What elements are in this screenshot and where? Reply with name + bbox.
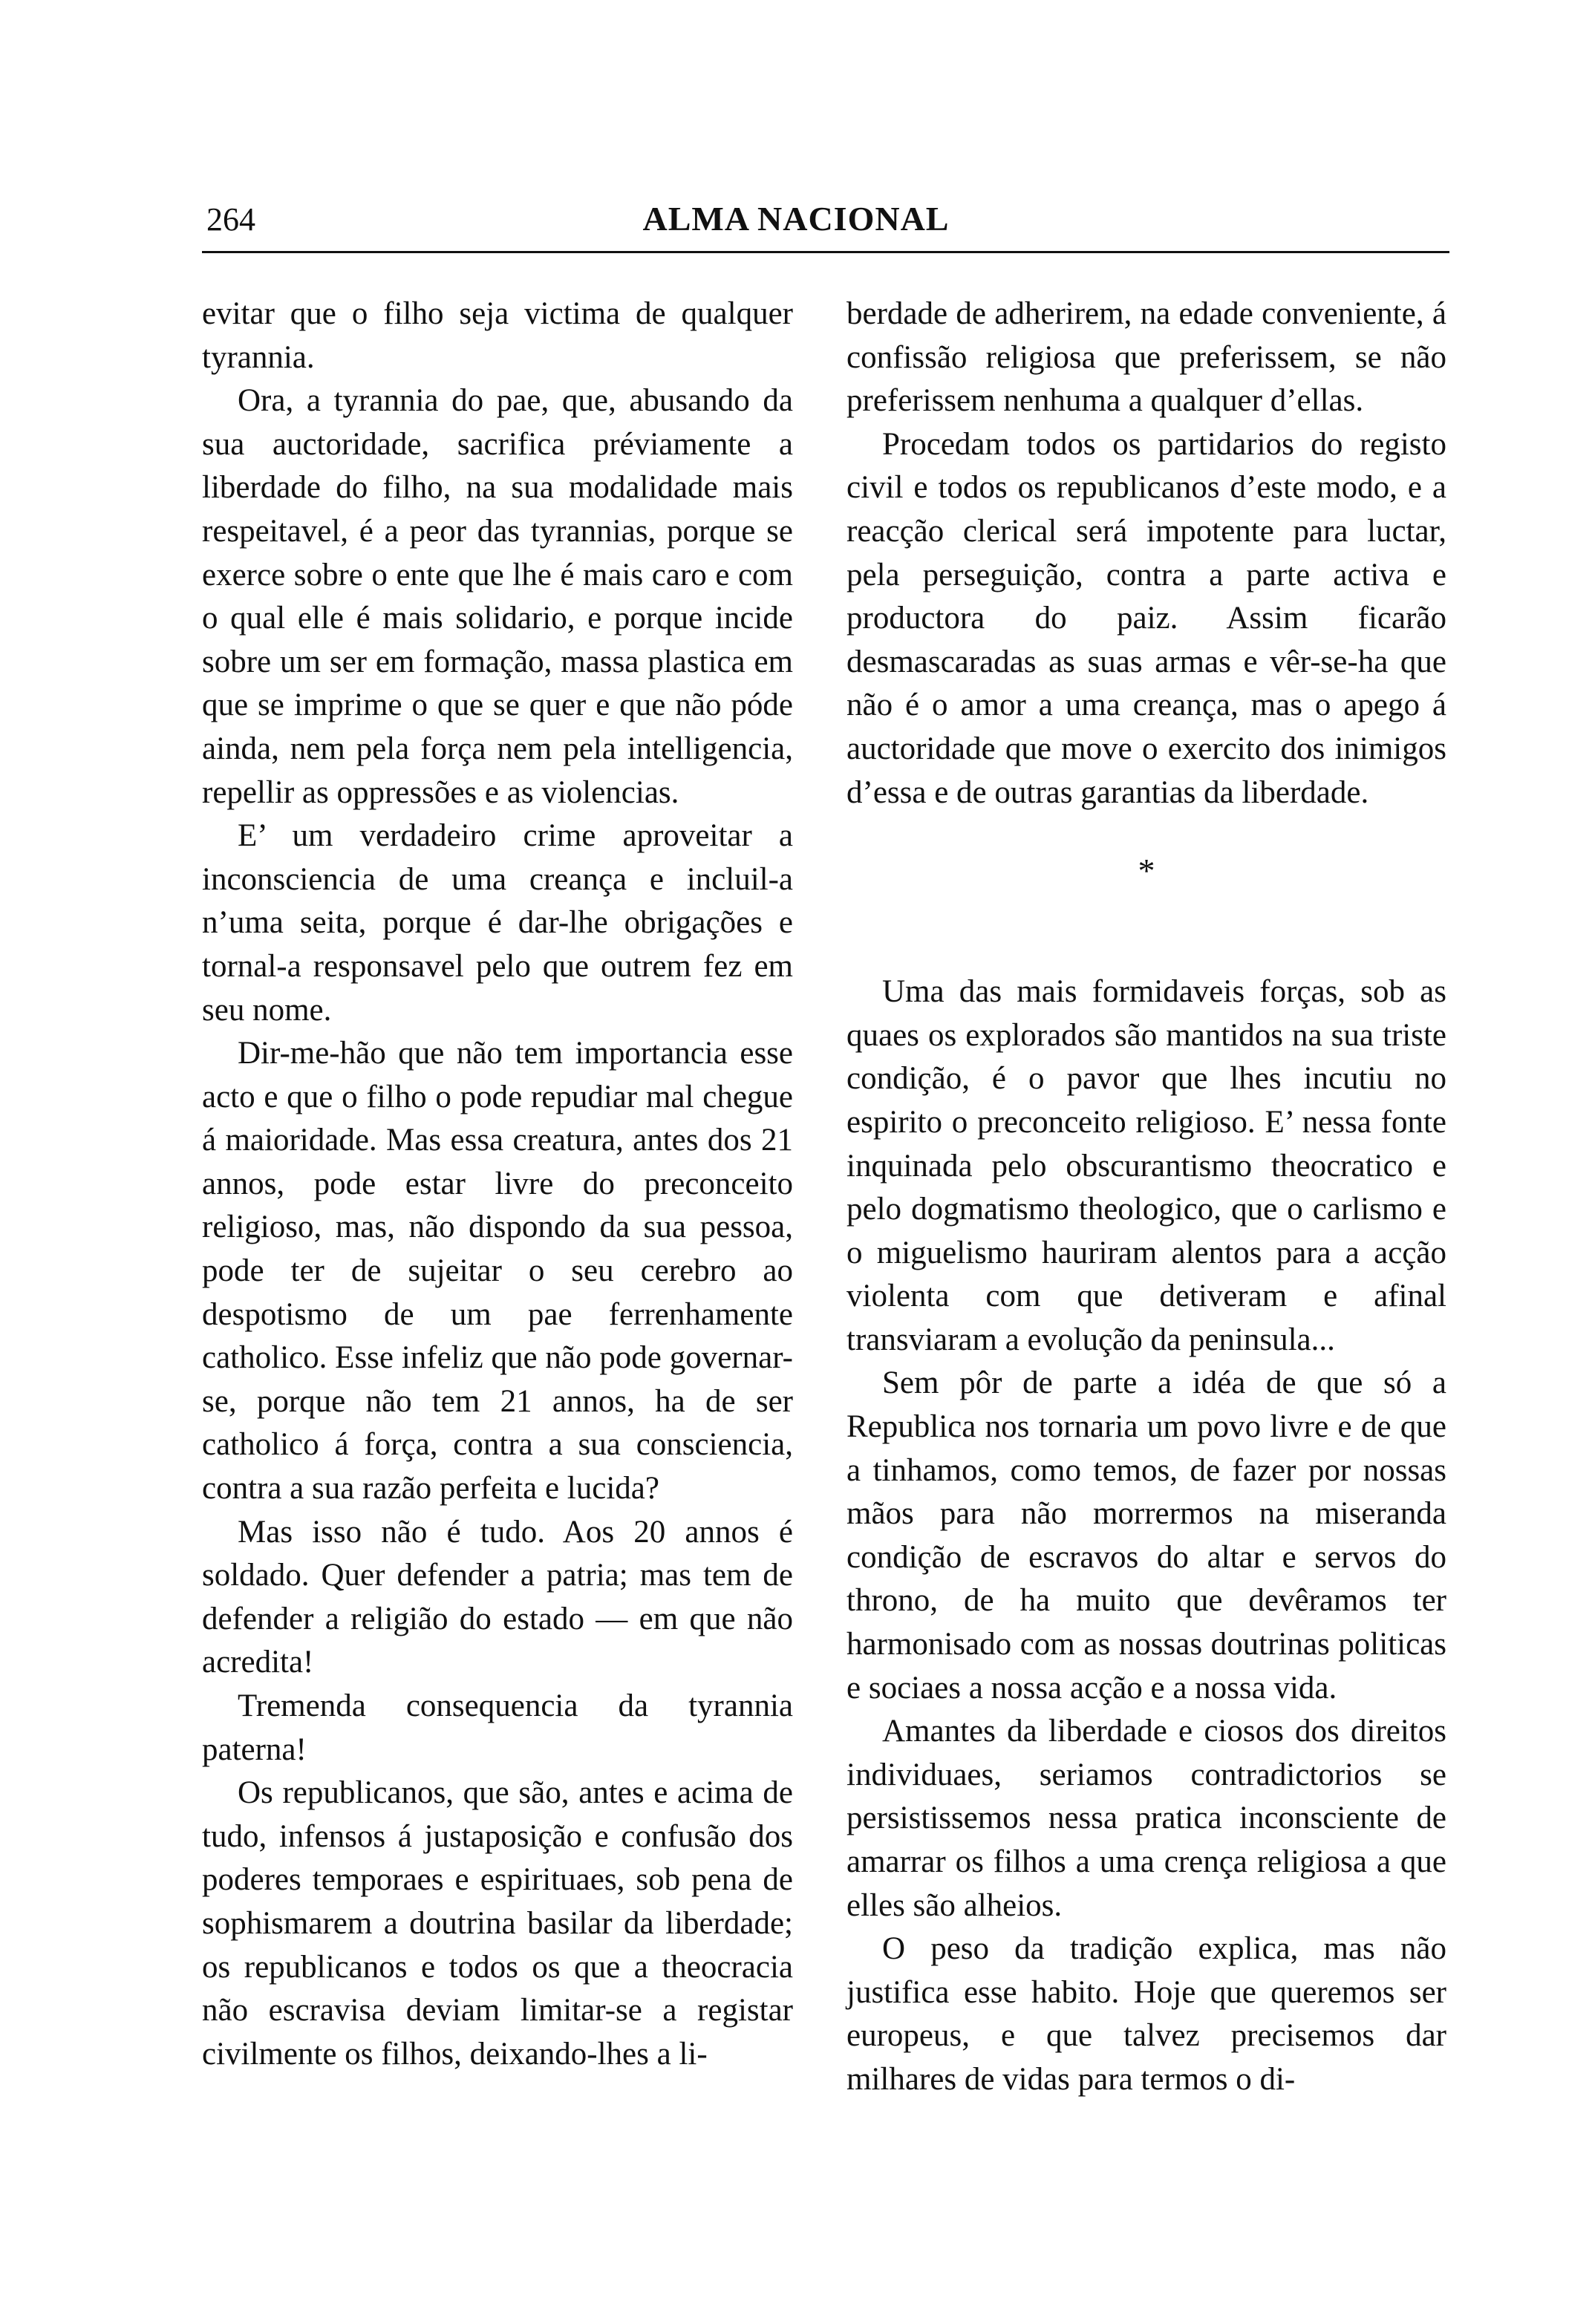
paragraph: berdade de adherirem, na edade conveniente, á confissão religiosa que preferissem, se não preferissem nenhuma a qualquer d’ellas. — [846, 296, 1446, 419]
running-title: ALMA NACIONAL — [642, 200, 950, 238]
paragraph: Amantes da liberdade e ciosos dos direitos individuaes, seriamos contradictorios se persistissemos nessa pratica inconsciente de amarrar os filhos a uma crença religiosa a que elles são alheios. — [846, 1714, 1446, 1923]
paragraph: Mas isso não é tudo. Aos 20 annos é soldado. Quer defender a patria; mas tem de defender a religião do estado — em que não acredita! — [202, 1514, 793, 1680]
section-separator: * — [1138, 852, 1155, 890]
page-number: 264 — [206, 201, 255, 238]
header-rule — [202, 251, 1449, 253]
paragraph: Sem pôr de parte a idéa de que só a Republica nos tornaria um povo livre e de que a tinhamos, como temos, de fazer por nossas mãos para não morrermos na miseranda condição de escravos do altar e servos do throno, de ha muito que devêramos ter harmonisado com as nossas doutrinas politicas e sociaes a nossa acção e a nossa vida. — [846, 1365, 1446, 1706]
right-column — [846, 293, 1446, 2102]
paragraph: Dir-me-hão que não tem importancia esse acto e que o filho o pode repudiar mal chegue á maioridade. Mas essa creatura, antes dos 21 annos, pode estar livre do preconceito religioso, mas, não dispondo da sua pessoa, pode ter de sujeitar o seu cerebro ao despotismo de um pae ferrenhamente catholico. Esse infeliz que não pode governar-se, porque não tem 21 annos, ha de ser catholico á força, contra a sua consciencia, contra a sua razão perfeita e lucida? — [202, 1036, 793, 1507]
left-column — [202, 293, 793, 2076]
paragraph: O peso da tradição explica, mas não justifica esse habito. Hoje que queremos ser europeus, e que talvez precisemos dar milhares de vidas para termos o di- — [846, 1931, 1446, 2097]
paragraph: Procedam todos os partidarios do registo civil e todos os republicanos d’este modo, e a reacção clerical será impotente para luctar, pela perseguição, contra a parte activa e productora do paiz. Assim ficarão desmascaradas as suas armas e vêr-se-ha que não é o amor a uma creança, mas o apego á auctoridade que move o exercito dos inimigos d’essa e de outras garantias da liberdade. — [846, 426, 1446, 810]
paragraph: Tremenda consequencia da tyrannia paterna! — [202, 1688, 793, 1767]
paragraph: E’ um verdadeiro crime aproveitar a inconsciencia de uma creança e incluil-a n’uma seita, porque é dar-lhe obrigações e tornal-a responsavel pelo que outrem fez em seu nome. — [202, 818, 793, 1028]
paragraph: Os republicanos, que são, antes e acima de tudo, infensos á justaposição e confusão dos poderes temporaes e espirituaes, sob pena de sophismarem a doutrina basilar da liberdade; os republicanos e todos os que a theocracia não escravisa deviam limitar-se a registar civilmente os filhos, deixando-lhes a li- — [202, 1775, 793, 2072]
paragraph: Ora, a tyrannia do pae, que, abusando da sua auctoridade, sacrifica préviamente a liberdade do filho, na sua modalidade mais respeitavel, é a peor das tyrannias, porque se exerce sobre o ente que lhe é mais caro e com o qual elle é mais solidario, e porque incide sobre um ser em formação, massa plastica em que se imprime o que se quer e que não póde ainda, nem pela força nem pela intelligencia, repellir as oppressões e as violencias. — [202, 383, 793, 810]
paragraph: evitar que o filho seja victima de qualquer tyrannia. — [202, 296, 793, 375]
paragraph: Uma das mais formidaveis forças, sob as quaes os explorados são mantidos na sua triste condição, é o pavor que lhes incutiu no espirito o preconceito religioso. E’ nessa fonte inquinada pelo obscurantismo theocratico e pelo dogmatismo theologico, que o carlismo e o miguelismo hauriram alentos para a acção violenta com que detiveram e afinal transviaram a evolução da peninsula... — [846, 974, 1446, 1357]
